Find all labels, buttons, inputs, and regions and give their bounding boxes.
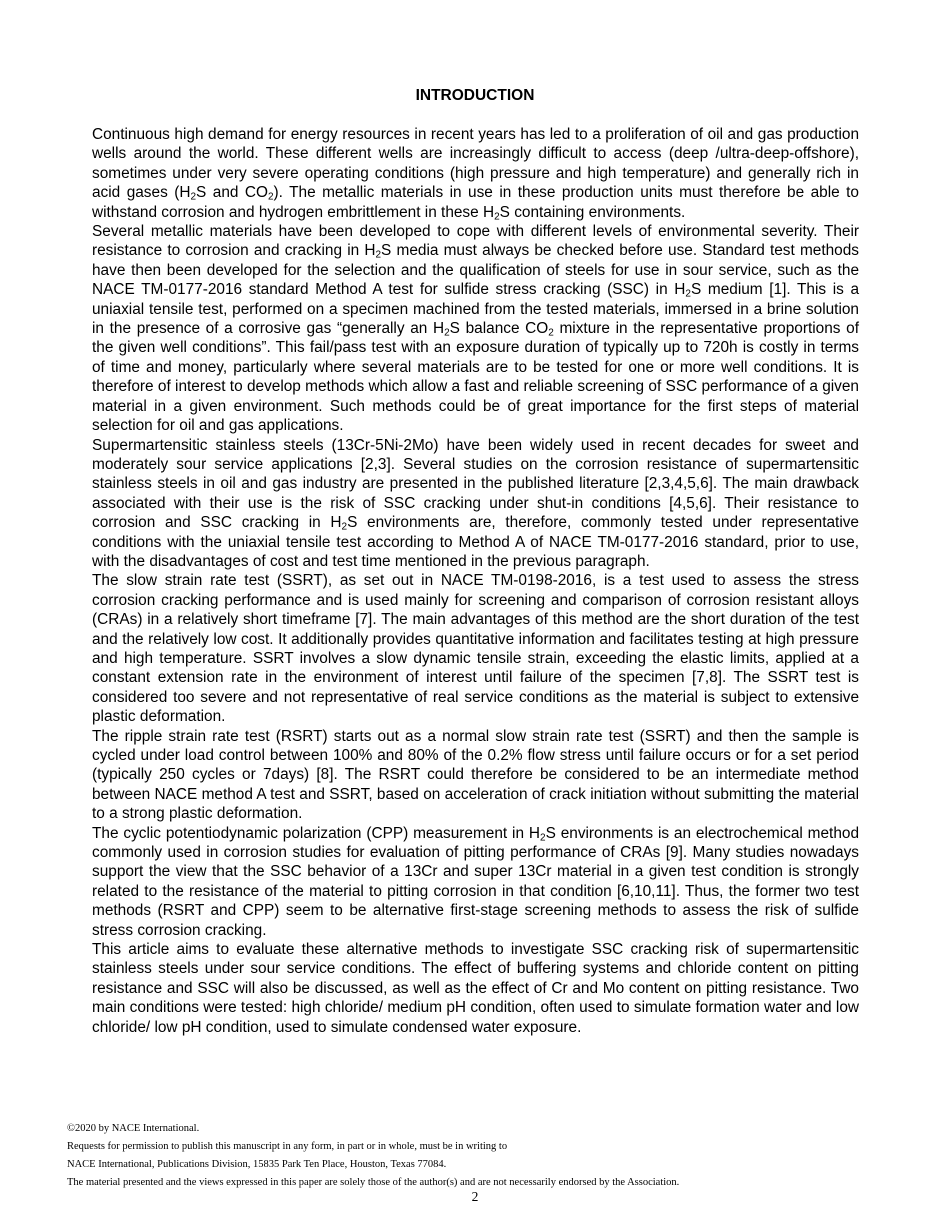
- subscript: 2: [494, 211, 500, 223]
- text-run: The cyclic potentiodynamic polarization (CPP) measurement in H: [92, 824, 541, 842]
- text-run: S and CO: [196, 184, 268, 202]
- subscript: 2: [444, 327, 450, 339]
- text-run: Continuous high demand for energy resources in recent years has led to a proliferation of oil and gas production wells around the world. These different wells are increasingly difficult to access (deep /ultra-deep-offshore), sometimes under very severe operating conditions (high pressure and high temperature) and generally rich in acid gases (H: [92, 126, 859, 202]
- page-number: 2: [471, 1189, 479, 1204]
- section-heading: INTRODUCTION: [415, 87, 535, 104]
- paragraph: [92, 940, 859, 1037]
- paragraph: [92, 436, 859, 572]
- subscript: 2: [548, 327, 554, 339]
- text-run: mixture in the representative proportions of the given well conditions”. This fail/pass test with an exposure duration of typically up to 720h is costly in terms of time and money, particularly where several materials are to be tested for one or more well conditions. It is therefore of interest to develop methods which allow a fast and reliable screening of SSC performance of a given material in a given environment. Such methods could be of great importance for the first steps of material selection for oil and gas applications.: [92, 320, 859, 435]
- text-run: ). The metallic materials in use in these production units must therefore be able to withstand corrosion and hydrogen embrittlement in these H: [92, 184, 859, 221]
- paragraph: [92, 125, 859, 222]
- text-run: S environments are, therefore, commonly tested under representative conditions with the uniaxial tensile test according to Method A of NACE TM-0177-2016 standard, prior to use, with the disadvantages of cost and test time mentioned in the previous paragraph.: [92, 514, 859, 570]
- subscript: 2: [375, 249, 382, 261]
- footer-disclaimer: The material presented and the views expressed in this paper are solely those of the author(s) and are not necessarily endorsed by the Association.: [67, 1177, 680, 1188]
- text-run: Supermartensitic stainless steels (13Cr-5Ni-2Mo) have been widely used in recent decades for sweet and moderately sour service applications [2,3]. Several studies on the corrosion resistance of supermartensitic stainless steels in oil and gas industry are presented in the published literature [2,3,4,5,6]. The main drawback associated with their use is the risk of SSC cracking under shut-in conditions [4,5,6]. Their resistance to corrosion and SSC cracking in H: [92, 436, 859, 532]
- subscript: 2: [685, 288, 691, 300]
- paragraph: [92, 727, 859, 824]
- text-run: S environments is an electrochemical method commonly used in corrosion studies for evaluation of pitting performance of CRAs [9]. Many studies nowadays support the view that the SSC behavior of a 13Cr and super 13Cr material in a given test condition is strongly related to the resistance of the material to pitting corrosion in that condition [6,10,11]. Thus, the former two test methods (RSRT and CPP) seem to be alternative first-stage screening methods to assess the risk of sulfide stress corrosion cracking.: [92, 824, 860, 939]
- footer-address: NACE International, Publications Division, 15835 Park Ten Place, Houston, Texas 77084.: [67, 1159, 447, 1170]
- subscript: 2: [540, 832, 546, 844]
- text-run: The ripple strain rate test (RSRT) starts out as a normal slow strain rate test (SSRT) and then the sample is cycled under load control between 100% and 80% of the 0.2% flow stress until failure occurs or for a set period (typically 250 cycles or 7days) [8]. The RSRT could therefore be considered to be an intermediate method between NACE method A test and SSRT, based on acceleration of crack initiation without submitting the material to a strong plastic deformation.: [92, 727, 859, 823]
- subscript: 2: [341, 521, 348, 533]
- text-run: S balance CO: [449, 320, 549, 338]
- footer: [67, 1120, 927, 1192]
- paragraph: [92, 222, 859, 435]
- text-run: This article aims to evaluate these alternative methods to investigate SSC cracking risk of supermartensitic stainless steels under sour service conditions. The effect of buffering systems and chloride content on pitting resistance and SSC will also be discussed, as well as the effect of Cr and Mo content on pitting resistance. Two main conditions were tested: high chloride/ medium pH condition, often used to simulate formation water and low chloride/ low pH condition, used to simulate condensed water exposure.: [92, 941, 859, 1036]
- footer-permission: Requests for permission to publish this manuscript in any form, in part or in whole, must be in writing to: [67, 1141, 508, 1152]
- text-run: Several metallic materials have been developed to cope with different levels of environmental severity. Their resistance to corrosion and cracking in H: [92, 223, 859, 260]
- text-run: S containing environments.: [499, 203, 686, 221]
- paragraph: [92, 571, 859, 726]
- text-run: S medium [1]. This is a uniaxial tensile test, performed on a specimen machined from the tested materials, immersed in a brine solution in the presence of a corrosive gas “generally an H: [92, 281, 860, 338]
- subscript: 2: [267, 191, 274, 203]
- text-run: The slow strain rate test (SSRT), as set out in NACE TM-0198-2016, is a test used to assess the stress corrosion cracking performance and is used mainly for screening and comparison of corrosion resistant alloys (CRAs) in a relatively short timeframe [7]. The main advantages of this method are the short duration of the test and the relatively low cost. It additionally provides quantitative information and facilitates testing at high pressure and high temperature. SSRT involves a slow dynamic tensile strain, exceeding the elastic limits, applied at a constant extension rate in the environment of interest until failure of the specimen [7,8]. The SSRT test is considered too severe and not representative of real service conditions as the material is subject to extensive plastic deformation.: [92, 572, 859, 726]
- paragraph: [92, 824, 859, 940]
- subscript: 2: [190, 191, 197, 203]
- introduction-body: [92, 125, 859, 1037]
- footer-copyright: ©2020 by NACE International.: [67, 1123, 200, 1134]
- text-run: S media must always be checked before use. Standard test methods have then been developed for the selection and the qualification of steels for use in sour service, such as the NACE TM-0177-2016 standard Method A test for sulfide stress cracking (SSC) in H: [92, 242, 859, 299]
